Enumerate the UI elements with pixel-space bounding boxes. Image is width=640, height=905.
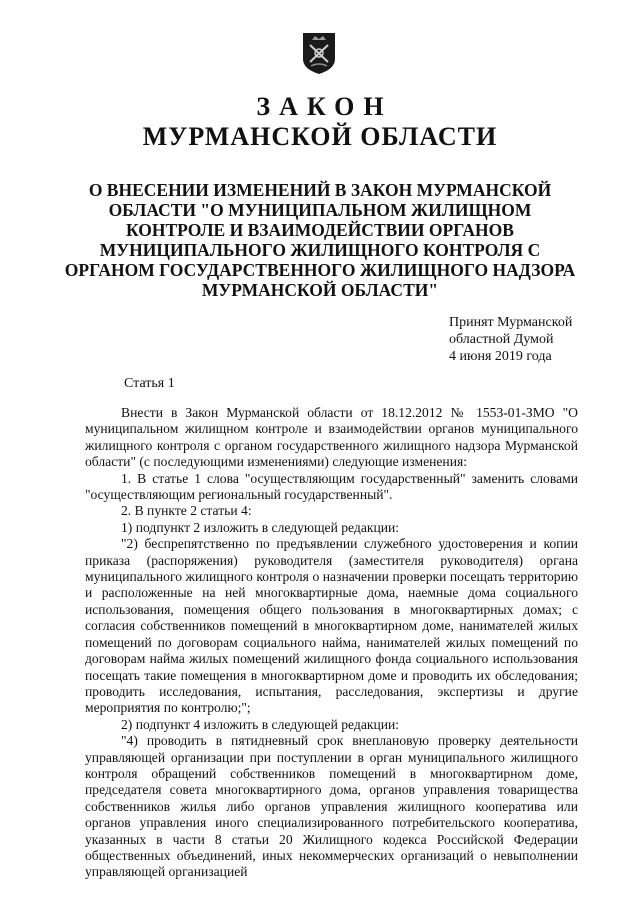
- paragraph-item-1: 1. В статье 1 слова "осуществляющим государственный" заменить словами "осуществляющим региональный государственный".: [85, 470, 578, 503]
- article-body: [85, 405, 578, 881]
- article-heading: Статья 1: [124, 376, 175, 391]
- adoption-line-3: 4 июня 2019 года: [449, 349, 552, 364]
- adoption-line-1: Принят Мурманской: [449, 315, 573, 330]
- coat-of-arms-icon: [301, 31, 337, 75]
- law-subtitle: О ВНЕСЕНИИ ИЗМЕНЕНИЙ В ЗАКОН МУРМАНСКОЙ ОБЛАСТИ "О МУНИЦИПАЛЬНОМ ЖИЛИЩНОМ КОНТРОЛЕ И ВЗАИМОДЕЙСТВИИ ОРГАНОВ МУНИЦИПАЛЬНОГО ЖИЛИЩНОГО КОНТРОЛЯ С ОРГАНОМ ГОСУДАРСТВЕННОГО ЖИЛИЩНОГО НАДЗОРА МУРМАНСКОЙ ОБЛАСТИ": [64, 180, 576, 300]
- adoption-note: [449, 314, 572, 365]
- paragraph-intro: Внести в Закон Мурманской области от 18.12.2012 № 1553-01-ЗМО "О муниципальном жилищном контроле и взаимодействии органов муниципального жилищного контроля с органом государственного жилищного надзора Мурманской области" (с последующими изменениями) следующие изменения:: [85, 405, 578, 470]
- paragraph-quote-4: "4) проводить в пятидневный срок внеплановую проверку деятельности управляющей организации при поступлении в орган муниципального жилищного контроля обращений собственников помещений в многоквартирном доме, председателя совета многоквартирного дома, органов управления товарищества собственников жилья либо органов управления жилищного кооператива или органов управления иного специализированного потребительского кооператива, указанных в части 8 статьи 20 Жилищного кодекса Российской Федерации общественных объединений, иных некоммерческих организаций о невыполнении управляющей организацией: [85, 733, 578, 880]
- paragraph-quote-2: "2) беспрепятственно по предъявлении служебного удостоверения и копии приказа (распоряжения) руководителя (заместителя руководителя) органа муниципального жилищного контроля о назначении проверки посещать территорию и расположенные на ней многоквартирные дома, наемные дома социального использования, помещения общего пользования в многоквартирных домах; с согласия собственников помещений в многоквартирном доме, нанимателей жилых помещений по договорам социального найма, нанимателей жилых помещений по договорам найма жилых помещений жилищного фонда социального использования посещать такие помещения в многоквартирном доме и проводить их обследования; проводить исследования, испытания, расследования, экспертизы и другие мероприятия по контролю;";: [85, 536, 578, 716]
- paragraph-subitem-1: 1) подпункт 2 изложить в следующей редакции:: [121, 519, 400, 535]
- region-title: МУРМАНСКОЙ ОБЛАСТИ: [142, 122, 498, 151]
- document-type-title: ЗАКОН: [256, 92, 393, 121]
- paragraph-subitem-2: 2) подпункт 4 изложить в следующей редакции:: [121, 716, 400, 732]
- paragraph-item-2: 2. В пункте 2 статьи 4:: [121, 503, 252, 519]
- adoption-line-2: областной Думой: [449, 332, 554, 347]
